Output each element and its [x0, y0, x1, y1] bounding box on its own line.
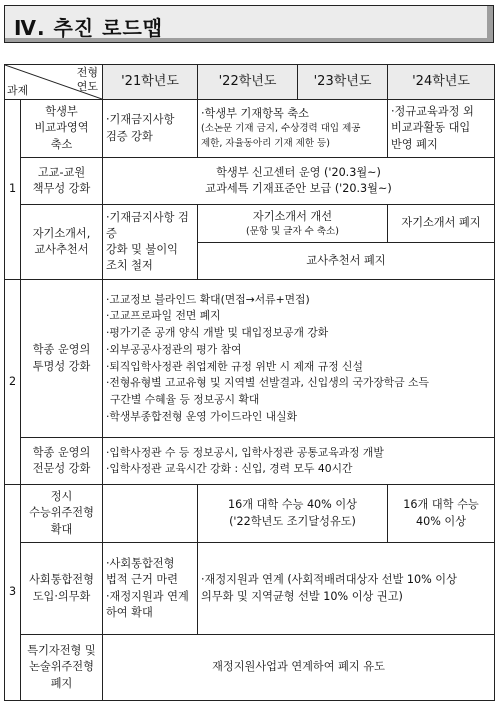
header-row: [5, 65, 495, 100]
task-record-reduction: 학생부 비교과영역 축소: [21, 100, 103, 158]
row-social-integration: [5, 543, 495, 635]
year-header-21: '21학년도: [103, 65, 198, 100]
task-special-talent: 특기자전형 및 논술위주전형 폐지: [21, 635, 103, 701]
group-number-1: 1: [5, 100, 21, 280]
cell-2224-social: ·재정지원과 연계 (사회적배려대상자 선발 10% 이상 의무화 및 지역균형 선발 10% 이상 권고): [198, 543, 495, 635]
row-special-talent: [5, 635, 495, 701]
cell-24-regular: 16개 대학 수능 40% 이상: [388, 485, 495, 543]
header-type-label: [77, 66, 98, 94]
task-self-intro: 자기소개서, 교사추천서: [21, 205, 103, 280]
record-sub-text: (소논문 기재 금지, 수상경력 대입 제공 제한, 자율동아리 기재 제한 등): [201, 123, 361, 149]
transparency-item: ·퇴직입학사정관 취업제한 규정 위반 시 제재 규정 신설: [106, 359, 363, 373]
self-intro-main-text: 자기소개서 개선: [252, 209, 333, 223]
row-self-intro: [5, 205, 495, 243]
cell-2223-record: [198, 100, 388, 158]
cell-24-self-intro: 자기소개서 폐지: [388, 205, 495, 243]
header-type-text: 전형: [76, 66, 98, 79]
year-header-22: '22학년도: [198, 65, 298, 100]
cell-24-record: ·정규교육과정 외 비교과활동 대입 반영 폐지: [388, 100, 495, 158]
cell-expertise: [103, 438, 495, 485]
self-intro-sub-text: (문항 및 글자 수 축소): [246, 225, 339, 237]
transparency-item: ·외부공공사정관의 평가 참여: [106, 342, 242, 356]
expertise-item: ·입학사정관 수 등 정보공시, 입학사정관 공통교육과정 개발: [106, 446, 384, 460]
cell-21-record: ·기재금지사항 검증 강화: [103, 100, 198, 158]
transparency-item: ·고교프로파일 전면 폐지: [106, 309, 221, 323]
header-task-label: 과제: [7, 84, 29, 98]
row-accountability: [5, 158, 495, 205]
group-number-3: 3: [5, 485, 21, 701]
header-diagonal-cell: [5, 65, 103, 100]
section-title: Ⅳ. 추진 로드맵: [14, 16, 164, 40]
task-social-integration: 사회통합전형 도입·의무화: [21, 543, 103, 635]
header-year-text: 연도: [76, 79, 98, 93]
transparency-item: 구간별 수혜율 등 정보공시 확대: [110, 392, 260, 406]
year-header-23: '23학년도: [298, 65, 388, 100]
row-expertise: [5, 438, 495, 485]
transparency-item: ·고교정보 블라인드 확대(면접→서류+면접): [106, 292, 310, 306]
accountability-line-2: 교과세특 기재표준안 보급 ('20.3월~): [205, 182, 392, 195]
transparency-item: ·평가기준 공개 양식 개발 및 대입정보공개 강화: [106, 326, 329, 340]
roadmap-table: [4, 64, 495, 701]
cell-2223-self-intro: [198, 205, 388, 243]
task-expertise: 학종 운영의 전문성 강화: [21, 438, 103, 485]
section-title-box: [4, 5, 494, 43]
cell-21-regular-empty: [103, 485, 198, 543]
transparency-item: ·학생부종합전형 운영 가이드라인 내실화: [106, 409, 298, 423]
year-header-24: '24학년도: [388, 65, 495, 100]
row-transparency: [5, 280, 495, 438]
record-main-text: ·학생부 기재항목 축소: [201, 107, 309, 121]
cell-recommend: 교사추천서 폐지: [198, 243, 495, 280]
task-regular-admission: 정시 수능위주전형 확대: [21, 485, 103, 543]
transparency-item: ·전형유형별 고교유형 및 지역별 선발결과, 신입생의 국가장학금 소득: [106, 376, 429, 390]
cell-21-self-intro: ·기재금지사항 검증 강화 및 불이익 조치 철저: [103, 205, 198, 280]
group-number-2: 2: [5, 280, 21, 485]
cell-21-social: ·사회통합전형 법적 근거 마련 ·재정지원과 연계 하여 확대: [103, 543, 198, 635]
cell-2223-regular: 16개 대학 수능 40% 이상 ('22학년도 조기달성유도): [198, 485, 388, 543]
row-regular-admission: [5, 485, 495, 543]
cell-accountability: [103, 158, 495, 205]
task-accountability: 고교-교원 책무성 강화: [21, 158, 103, 205]
expertise-item: ·입학사정관 교육시간 강화 : 신입, 경력 모두 40시간: [106, 462, 353, 475]
row-record-reduction: [5, 100, 495, 158]
task-transparency: 학종 운영의 투명성 강화: [21, 280, 103, 438]
accountability-line-1: 학생부 신고센터 운영 ('20.3월~): [216, 165, 381, 179]
cell-special-talent: 재정지원사업과 연계하여 폐지 유도: [103, 635, 495, 701]
cell-transparency: [103, 280, 495, 438]
